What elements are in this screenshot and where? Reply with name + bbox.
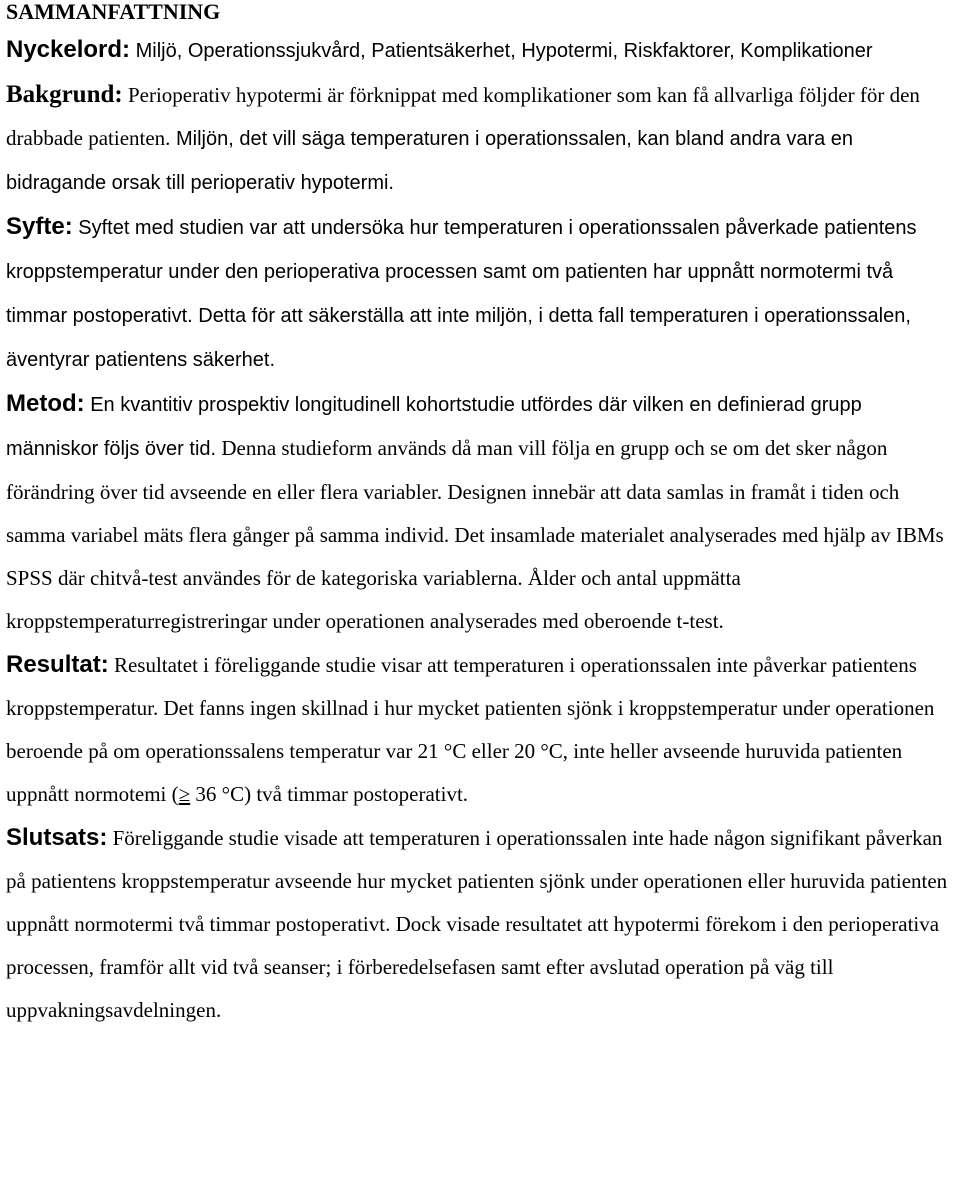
page-title: SAMMANFATTNING: [6, 0, 221, 24]
result-text-before: Resultatet i föreliggande studie visar att temperaturen i operationssalen inte påverkar patientens kroppstemperatur. Det fanns ingen skillnad i hur mycket patienten sjönk i kroppstemperatur under operationen beroende på om operationssalens temperatur var 21 °C eller 20 °C, inte heller avseende huruvida patienten uppnått normotemi (: [6, 653, 935, 806]
aim-paragraph: [6, 205, 956, 382]
document-page: [6, 0, 956, 1032]
conclusion-label: Slutsats:: [6, 824, 108, 851]
aim-text-sans: Syftet med studien var att undersöka hur temperaturen i operationssalen påverkade patientens kroppstemperatur under den perioperativa processen samt om patienten har uppnått normotermi två timmar postoperativt.: [6, 217, 917, 327]
background-text-serif: Perioperativ hypotermi är förknippat med komplikationer som kan få allvarliga följder för den drabbade patienten.: [6, 83, 920, 150]
keywords-text: Miljö, Operationssjukvård, Patientsäkerhet, Hypotermi, Riskfaktorer, Komplikationer: [130, 40, 873, 62]
aim-label: Syfte:: [6, 213, 73, 240]
method-text-sans: En kvantitiv prospektiv longitudinell kohortstudie utfördes där vilken en definierad grupp människor följs över tid.: [6, 394, 862, 460]
conclusion-paragraph: [6, 816, 956, 1032]
greater-equal-symbol: ≥: [178, 782, 191, 806]
conclusion-text: Föreliggande studie visade att temperaturen i operationssalen inte hade någon signifikant påverkan på patientens kroppstemperatur avseende hur mycket patienten sjönk under operationen eller huruvida patienten uppnått normotermi två timmar postoperativt. Dock visade resultatet att hypotermi förekom i den perioperativa processen, framför allt vid två seanser; i förberedelsefasen samt efter avslutad operation på väg till uppvakningsavdelningen.: [6, 826, 948, 1022]
keywords-paragraph: [6, 28, 956, 73]
method-text-serif: Denna studieform används då man vill följa en grupp och se om det sker någon förändring över tid avseende en eller flera variabler. Designen innebär att data samlas in framåt i tiden och samma variabel mäts flera gånger på samma individ. Det insamlade materialet analyserades med hjälp av IBMs SPSS där chitvå-test användes för de kategoriska variablerna. Ålder och antal uppmätta kroppstemperaturregistreringar under operationen analyserades med oberoende t-test.: [6, 436, 944, 633]
keywords-label: Nyckelord:: [6, 36, 131, 63]
background-text-sans: Miljön, det vill säga temperaturen i operationssalen, kan bland andra vara en bidragande orsak till perioperativ hypotermi.: [6, 128, 854, 194]
background-paragraph: [6, 73, 956, 205]
result-label: Resultat:: [6, 651, 109, 678]
result-paragraph: [6, 643, 956, 816]
background-label: Bakgrund:: [6, 81, 123, 108]
method-label: Metod:: [6, 390, 85, 417]
method-paragraph: [6, 382, 956, 643]
aim-text-serif: Detta för att säkerställa att inte miljön, i detta fall temperaturen i operationssalen, äventyrar patientens säkerhet.: [6, 305, 911, 371]
result-text-after: 36 °C) två timmar postoperativt.: [190, 782, 469, 806]
